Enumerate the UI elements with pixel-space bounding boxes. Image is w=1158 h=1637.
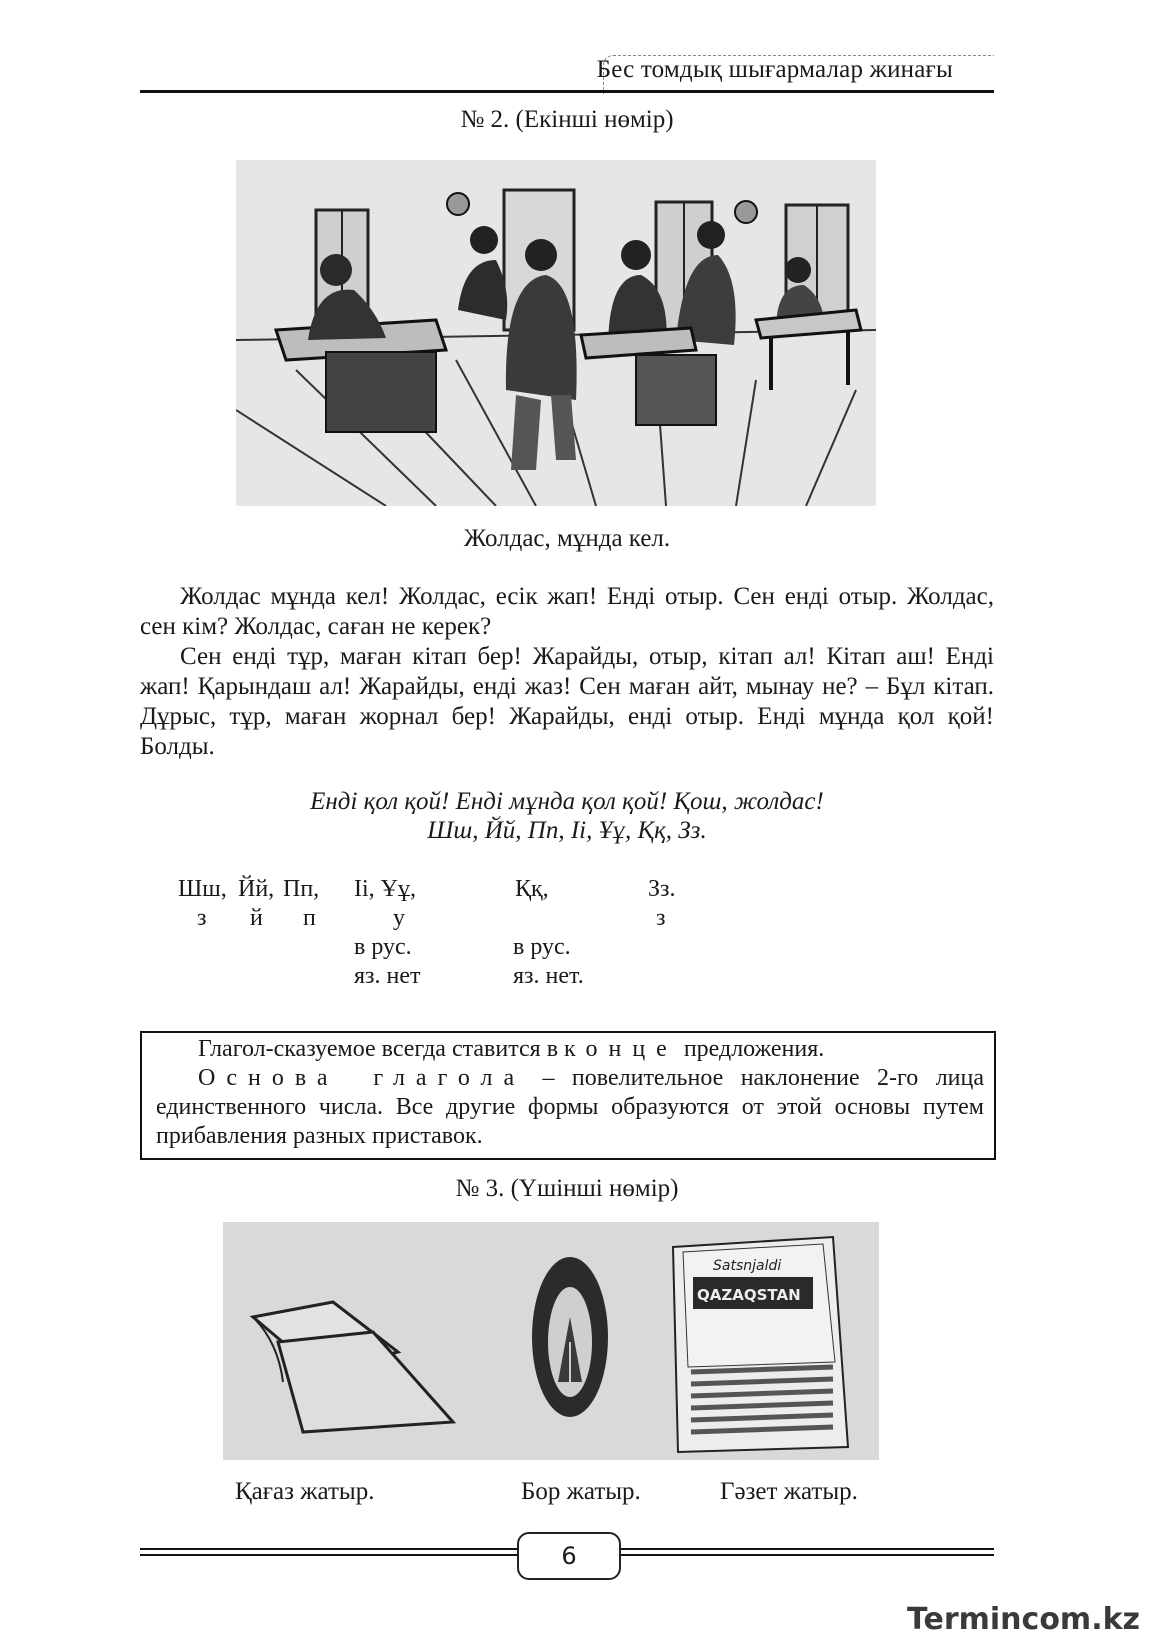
- footer-rule-left-2: [140, 1554, 517, 1556]
- letter-i-u: Іі, Ұұ,: [354, 876, 416, 902]
- grammar-rule-box: [140, 1031, 996, 1160]
- note-1-line1: в рус.: [354, 934, 412, 960]
- body-text: [140, 582, 994, 762]
- section-3-title: № 3. (Үшінші нөмір): [455, 1175, 679, 1202]
- equiv-sh: з: [197, 905, 207, 931]
- letter-q: Ққ,: [515, 876, 549, 902]
- rule-line1-a: Глагол-сказуемое всегда ставится: [198, 1036, 541, 1062]
- rule-line2-emphasis-1: Основа: [198, 1065, 339, 1091]
- footer-rule-right-2: [619, 1554, 994, 1556]
- rule-line1-b: в: [546, 1036, 559, 1062]
- running-header-title: Бес томдық шығармалар жинағы: [596, 56, 953, 83]
- rule-line1-d: предложения.: [683, 1036, 825, 1062]
- equiv-u: у: [393, 905, 405, 931]
- objects-illustration: [223, 1222, 879, 1460]
- label-paper: Қағаз жатыр.: [235, 1478, 375, 1505]
- equiv-z: з: [656, 905, 666, 931]
- newspaper-masthead-2: QAZAQSTAN: [697, 1286, 801, 1304]
- equiv-p: п: [303, 905, 316, 931]
- objects-drawing: [223, 1222, 879, 1460]
- note-1-line2: яз. нет: [354, 963, 421, 989]
- note-2-line1: в рус.: [513, 934, 571, 960]
- italic-letters: Шш, Йй, Пп, Іі, Ұұ, Ққ, Зз.: [427, 817, 707, 844]
- illustration-caption: Жолдас, мұнда кел.: [463, 525, 671, 552]
- grammar-rule-text: [156, 1035, 984, 1151]
- letter-p: Пп,: [283, 876, 320, 902]
- label-chalk: Бор жатыр.: [521, 1478, 641, 1505]
- section-2-title: № 2. (Екінші нөмір): [460, 106, 674, 133]
- note-2-line2: яз. нет.: [513, 963, 584, 989]
- italic-phrase: Енді қол қой! Енді мұнда қол қой! Қош, жолдас!: [310, 788, 824, 815]
- office-scene-drawing: [236, 160, 876, 506]
- footer-rule-left: [140, 1548, 517, 1550]
- newspaper-masthead-1: Satsnjaldi: [713, 1258, 782, 1274]
- equiv-i-short: й: [250, 905, 263, 931]
- rule-line2-emphasis-2: глагола: [373, 1065, 526, 1091]
- paragraph-1: Жолдас мұнда кел! Жолдас, есік жап! Енді отыр. Сен енді отыр. Жолдас, сен кім? Жолдас, саған не керек?: [140, 583, 994, 640]
- label-newspaper: Гәзет жатыр.: [720, 1478, 858, 1505]
- paragraph-2: Сен енді тұр, маған кітап бер! Жарайды, отыр, кітап ал! Кітап аш! Енді жап! Қарындаш ал! Жарайды, енді жаз! Сен маған айт, мынау не? – Бұл кітап. Дұрыс, тұр, маған жорнал бер! Жарайды, енді отыр. Енді мұнда қол қой! Болды.: [140, 643, 994, 760]
- page-number: 6: [517, 1532, 621, 1580]
- rule-line1-emphasis: конце: [564, 1036, 678, 1062]
- footer-rule-right: [619, 1548, 994, 1550]
- office-scene-illustration: [236, 160, 876, 506]
- letter-i-short: Йй,: [238, 876, 275, 902]
- header-rule: [140, 90, 994, 93]
- site-watermark[interactable]: Termincom.kz: [907, 1602, 1140, 1637]
- letter-z: Зз.: [648, 876, 676, 902]
- letter-sh: Шш,: [178, 876, 227, 902]
- rule-line2-rest: – повелительное наклонение 2-го лица единственного числа. Все другие формы образуются от этой основы путем прибавления разных приставок.: [156, 1065, 985, 1149]
